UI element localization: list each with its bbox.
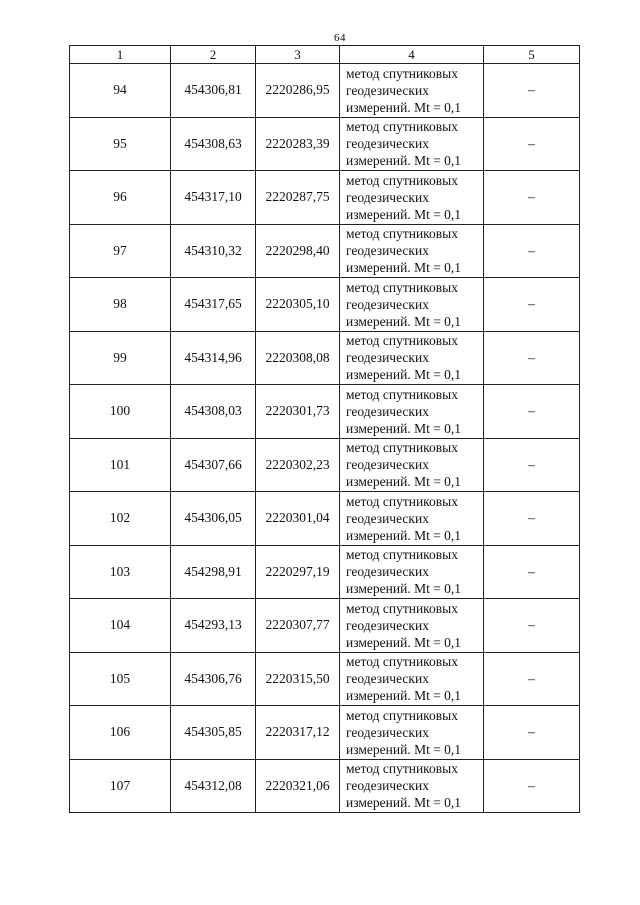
note-cell: –: [484, 545, 580, 599]
method-cell: [340, 706, 484, 760]
method-text-line: метод спутниковых: [346, 226, 458, 242]
table-row: [70, 706, 580, 760]
note-cell: –: [484, 599, 580, 653]
method-text-line: метод спутниковых: [346, 279, 458, 295]
note-cell: –: [484, 385, 580, 439]
method-text-line: метод спутниковых: [346, 707, 458, 723]
method-text-line: метод спутниковых: [346, 119, 458, 135]
point-number-cell: 94: [70, 64, 171, 118]
coordinate-y-cell: 2220286,95: [256, 64, 340, 118]
coordinates-table: [69, 45, 580, 813]
coordinate-y-cell: 2220305,10: [256, 278, 340, 332]
note-cell: –: [484, 171, 580, 225]
method-text-line: измерений. Mt = 0,1: [346, 581, 462, 597]
method-text-line: геодезических: [346, 296, 429, 312]
method-text-line: геодезических: [346, 243, 429, 259]
coordinate-y-cell: 2220321,06: [256, 759, 340, 813]
coordinate-x-cell: 454317,10: [171, 171, 256, 225]
point-number-cell: 105: [70, 652, 171, 706]
note-cell: –: [484, 652, 580, 706]
coordinate-x-cell: 454307,66: [171, 438, 256, 492]
table-header: [70, 46, 580, 64]
method-text-line: геодезических: [346, 82, 429, 98]
table-row: [70, 278, 580, 332]
point-number-cell: 103: [70, 545, 171, 599]
method-text-line: метод спутниковых: [346, 547, 458, 563]
coordinate-y-cell: 2220298,40: [256, 224, 340, 278]
note-cell: –: [484, 492, 580, 546]
coordinate-x-cell: 454314,96: [171, 331, 256, 385]
coordinate-x-cell: 454306,76: [171, 652, 256, 706]
coordinate-x-cell: 454308,63: [171, 117, 256, 171]
coordinate-y-cell: 2220302,23: [256, 438, 340, 492]
coordinate-y-cell: 2220301,73: [256, 385, 340, 439]
method-text-line: геодезических: [346, 350, 429, 366]
point-number-cell: 97: [70, 224, 171, 278]
note-cell: –: [484, 64, 580, 118]
table-body: [70, 64, 580, 813]
note-cell: –: [484, 759, 580, 813]
method-text-line: метод спутниковых: [346, 654, 458, 670]
header-row: [70, 46, 580, 64]
method-cell: [340, 759, 484, 813]
coordinate-x-cell: 454298,91: [171, 545, 256, 599]
method-cell: [340, 545, 484, 599]
table-row: [70, 171, 580, 225]
header-col-1: 1: [70, 46, 171, 64]
header-col-5: 5: [484, 46, 580, 64]
method-cell: [340, 331, 484, 385]
method-cell: [340, 64, 484, 118]
method-text-line: геодезических: [346, 617, 429, 633]
coordinate-y-cell: 2220307,77: [256, 599, 340, 653]
method-text-line: геодезических: [346, 136, 429, 152]
point-number-cell: 102: [70, 492, 171, 546]
method-cell: [340, 171, 484, 225]
header-col-3: 3: [256, 46, 340, 64]
method-text-line: измерений. Mt = 0,1: [346, 474, 462, 490]
coordinate-y-cell: 2220287,75: [256, 171, 340, 225]
table-row: [70, 64, 580, 118]
coordinate-y-cell: 2220315,50: [256, 652, 340, 706]
coordinate-x-cell: 454306,81: [171, 64, 256, 118]
method-text-line: метод спутниковых: [346, 386, 458, 402]
coordinate-y-cell: 2220308,08: [256, 331, 340, 385]
point-number-cell: 106: [70, 706, 171, 760]
method-cell: [340, 652, 484, 706]
table-row: [70, 652, 580, 706]
method-text-line: измерений. Mt = 0,1: [346, 206, 462, 222]
method-text-line: геодезических: [346, 671, 429, 687]
method-text-line: геодезических: [346, 510, 429, 526]
method-text-line: метод спутниковых: [346, 65, 458, 81]
point-number-cell: 107: [70, 759, 171, 813]
coordinate-y-cell: 2220283,39: [256, 117, 340, 171]
table-row: [70, 599, 580, 653]
method-text-line: геодезических: [346, 778, 429, 794]
point-number-cell: 98: [70, 278, 171, 332]
method-cell: [340, 438, 484, 492]
method-text-line: измерений. Mt = 0,1: [346, 634, 462, 650]
method-text-line: измерений. Mt = 0,1: [346, 99, 462, 115]
method-text-line: геодезических: [346, 189, 429, 205]
method-text-line: измерений. Mt = 0,1: [346, 420, 462, 436]
method-text-line: измерений. Mt = 0,1: [346, 741, 462, 757]
method-cell: [340, 599, 484, 653]
method-text-line: метод спутниковых: [346, 440, 458, 456]
method-text-line: измерений. Mt = 0,1: [346, 153, 462, 169]
method-cell: [340, 224, 484, 278]
header-col-4: 4: [340, 46, 484, 64]
coordinate-x-cell: 454293,13: [171, 599, 256, 653]
method-cell: [340, 492, 484, 546]
table-row: [70, 331, 580, 385]
point-number-cell: 99: [70, 331, 171, 385]
note-cell: –: [484, 278, 580, 332]
method-text-line: геодезических: [346, 564, 429, 580]
method-text-line: измерений. Mt = 0,1: [346, 260, 462, 276]
coordinate-x-cell: 454310,32: [171, 224, 256, 278]
table-row: [70, 385, 580, 439]
coordinate-x-cell: 454312,08: [171, 759, 256, 813]
method-text-line: измерений. Mt = 0,1: [346, 688, 462, 704]
coordinate-x-cell: 454305,85: [171, 706, 256, 760]
point-number-cell: 104: [70, 599, 171, 653]
point-number-cell: 100: [70, 385, 171, 439]
method-text-line: измерений. Mt = 0,1: [346, 795, 462, 811]
method-text-line: измерений. Mt = 0,1: [346, 367, 462, 383]
note-cell: –: [484, 438, 580, 492]
note-cell: –: [484, 117, 580, 171]
header-col-2: 2: [171, 46, 256, 64]
method-text-line: геодезических: [346, 724, 429, 740]
table-row: [70, 224, 580, 278]
method-text-line: геодезических: [346, 457, 429, 473]
method-text-line: метод спутниковых: [346, 333, 458, 349]
coordinate-y-cell: 2220317,12: [256, 706, 340, 760]
page-number: 64: [334, 32, 346, 44]
point-number-cell: 101: [70, 438, 171, 492]
table-row: [70, 759, 580, 813]
table-row: [70, 117, 580, 171]
note-cell: –: [484, 224, 580, 278]
method-text-line: измерений. Mt = 0,1: [346, 313, 462, 329]
table-row: [70, 545, 580, 599]
coordinate-y-cell: 2220301,04: [256, 492, 340, 546]
coordinate-x-cell: 454308,03: [171, 385, 256, 439]
method-cell: [340, 278, 484, 332]
coordinate-x-cell: 454317,65: [171, 278, 256, 332]
method-text-line: метод спутниковых: [346, 172, 458, 188]
coordinate-x-cell: 454306,05: [171, 492, 256, 546]
point-number-cell: 96: [70, 171, 171, 225]
point-number-cell: 95: [70, 117, 171, 171]
method-text-line: метод спутниковых: [346, 600, 458, 616]
method-text-line: геодезических: [346, 403, 429, 419]
note-cell: –: [484, 331, 580, 385]
note-cell: –: [484, 706, 580, 760]
table-row: [70, 492, 580, 546]
coordinate-y-cell: 2220297,19: [256, 545, 340, 599]
method-text-line: измерений. Mt = 0,1: [346, 527, 462, 543]
table-row: [70, 438, 580, 492]
method-text-line: метод спутниковых: [346, 761, 458, 777]
method-cell: [340, 117, 484, 171]
method-cell: [340, 385, 484, 439]
method-text-line: метод спутниковых: [346, 493, 458, 509]
